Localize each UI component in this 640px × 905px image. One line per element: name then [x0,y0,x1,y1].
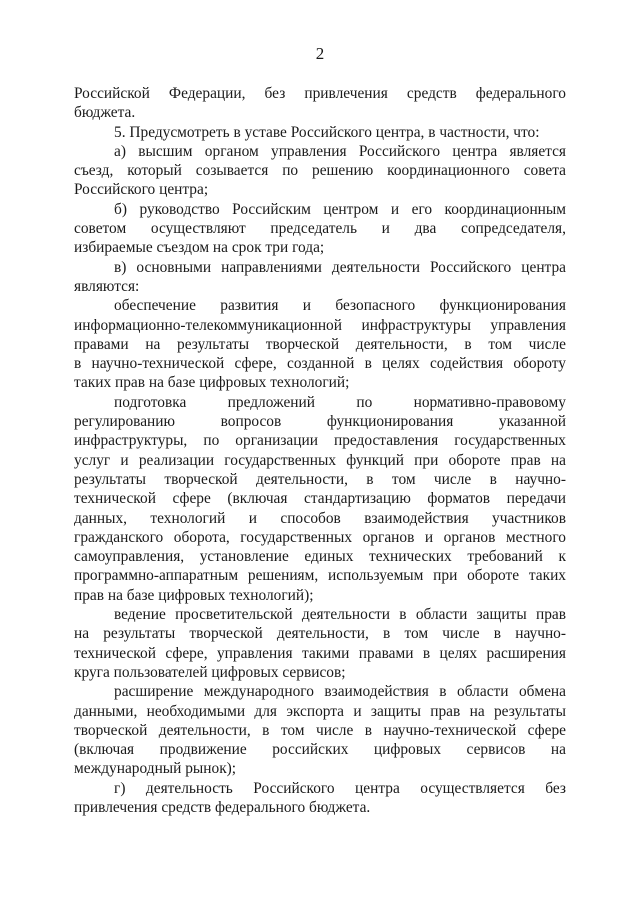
text-line: съезд, который созывается по решению координационного совета [74,162,566,180]
text-line: привлечения средств федерального бюджета. [74,798,371,816]
text-line: ведение просветительской деятельности в области защиты прав [114,606,566,624]
text-line: гражданского оборота, государственных органов и органов местного [74,528,566,546]
text-line: международный рынок); [74,760,237,778]
text-line: б) руководство Российским центром и его координационным [114,200,566,218]
text-line: результаты творческой деятельности, в том числе в научно- [74,470,566,488]
text-line: таких прав на базе цифровых технологий; [74,374,350,392]
text-line: Российской Федерации, без привлечения средств федерального [74,85,566,102]
text-line: подготовка предложений по нормативно-правовому [114,393,566,411]
text-line: бюджета. [74,104,136,122]
page-number: 2 [315,44,325,63]
text-line: советом осуществляют председатель и два сопредседателя, [74,220,566,238]
text-line: самоуправления, установление единых технических требований к [74,548,566,566]
text-line: услуг и реализации государственных функций при обороте прав на [74,451,566,469]
text-line: г) деятельность Российского центра осуществляется без [114,779,566,797]
text-line: технической сфере (включая стандартизацию форматов передачи [74,490,566,508]
text-line: технической сфере, управления такими правами в целях расширения [74,644,566,662]
text-line: обеспечение развития и безопасного функционирования [114,297,566,315]
text-line: программно-аппаратным решениям, используемым при обороте таких [74,567,566,585]
text-line: расширение международного взаимодействия в области обмена [114,683,566,701]
document-body [74,84,566,817]
text-line: (включая продвижение российских цифровых сервисов на [74,741,566,759]
text-line: избираемые съездом на срок три года; [74,239,325,257]
text-line: являются: [74,277,140,295]
text-line: творческой деятельности, в том числе в научно-технической сфере [74,721,566,739]
text-line: в) основными направлениями деятельности Российского центра [114,258,566,276]
text-line: инфраструктуры, по организации предоставления государственных [74,432,566,450]
text-line: информационно-телекоммуникационной инфраструктуры управления [74,316,566,334]
text-line: в научно-технической сфере, созданной в целях содействия обороту [74,355,566,373]
text-line: круга пользователей цифровых сервисов; [74,663,346,681]
text-line: а) высшим органом управления Российского центра является [114,142,566,160]
text-line: данных, технологий и способов взаимодействия участников [74,509,566,527]
text-line: правами на результаты творческой деятельности, в том числе [74,335,566,353]
text-line: Российского центра; [74,181,209,199]
text-line: на результаты творческой деятельности, в том числе в научно- [74,625,566,643]
text-line: регулированию вопросов функционирования указанной [74,413,566,431]
text-line: данными, необходимыми для экспорта и защиты прав на результаты [74,702,566,720]
text-line: прав на базе цифровых технологий); [74,586,314,604]
text-line: 5. Предусмотреть в уставе Российского центра, в частности, что: [114,123,540,141]
